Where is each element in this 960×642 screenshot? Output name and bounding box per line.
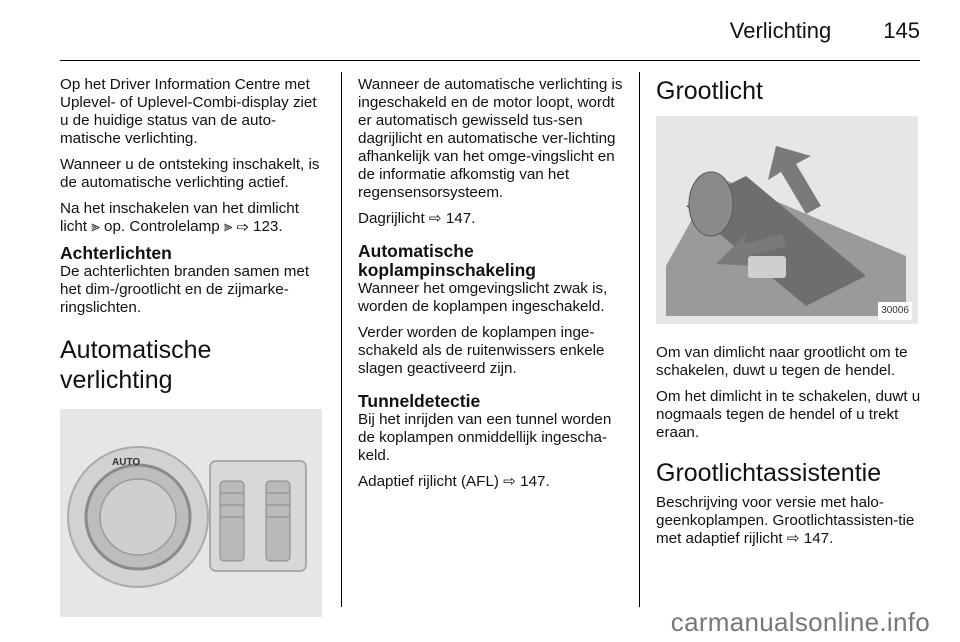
paragraph: Beschrijving voor versie met halo-geenkoplampen. Grootlichtassisten-tie met adaptief rijlicht ⇨ 147.	[656, 494, 915, 547]
heading-rear-lights: Achterlichten	[60, 243, 172, 263]
column-divider-1	[341, 72, 342, 607]
heading-tunnel-detection: Tunneldetectie	[358, 391, 481, 411]
paragraph: Dagrijlicht ⇨ 147.	[358, 210, 476, 227]
paragraph: Wanneer u de ontsteking inschakelt, is de automatische verlichting actief.	[60, 156, 320, 191]
stalk-figure	[656, 116, 918, 324]
page-header	[730, 18, 920, 48]
section-title: Verlichting	[729, 18, 832, 43]
light-switch-illustration	[60, 409, 322, 617]
paragraph: Om van dimlicht naar grootlicht om te schakelen, duwt u tegen de hendel.	[656, 344, 908, 379]
header-rule	[60, 60, 920, 61]
heading-auto-headlamps: Automatische koplampinschakeling	[358, 241, 536, 280]
heading-high-beam-assist: Grootlichtassistentie	[656, 459, 882, 487]
column-1	[60, 76, 328, 617]
light-switch-figure	[60, 409, 322, 617]
paragraph: Wanneer de automatische verlichting is ingeschakeld en de motor loopt, wordt er automatisch gewisseld tus-sen dagrijlicht en automatische ver-lichting afhankelijk van het omge-vingslicht en de informatie afkomstig van het regensensorsysteem.	[358, 76, 623, 201]
paragraph: De achterlichten branden samen met het dim-/grootlicht en de zijmarke-ringslichten.	[60, 263, 310, 316]
auto-label: AUTO	[112, 457, 141, 468]
paragraph: Op het Driver Information Centre met Uplevel- of Uplevel-Combi-display ziet u de huidige status van de auto-matische verlichting.	[60, 76, 317, 147]
paragraph: Bij het inrijden van een tunnel worden de koplampen onmiddellijk ingescha-keld.	[358, 411, 612, 464]
column-2	[358, 76, 623, 499]
page-number: 145	[883, 18, 920, 43]
paragraph: Na het inschakelen van het dimlicht licht ⫸ op. Controlelamp ⫸ ⇨ 123.	[60, 200, 299, 235]
paragraph: Verder worden de koplampen inge-schakeld als de ruitenwissers enkele slagen geactiveerd zijn.	[358, 324, 605, 377]
column-divider-2	[639, 72, 640, 607]
paragraph: Om het dimlicht in te schakelen, duwt u nogmaals tegen de hendel of u trekt eraan.	[656, 388, 921, 441]
figure-number: 30006	[878, 302, 912, 320]
heading-high-beam: Grootlicht	[656, 77, 763, 105]
paragraph: Adaptief rijlicht (AFL) ⇨ 147.	[358, 473, 550, 490]
heading-auto-lighting: Automatische verlichting	[60, 336, 212, 394]
stalk-illustration	[656, 116, 918, 324]
column-3	[656, 76, 922, 556]
watermark: carmanualsonline.info	[670, 607, 930, 637]
paragraph: Wanneer het omgevingslicht zwak is, worden de koplampen ingeschakeld.	[358, 280, 608, 315]
